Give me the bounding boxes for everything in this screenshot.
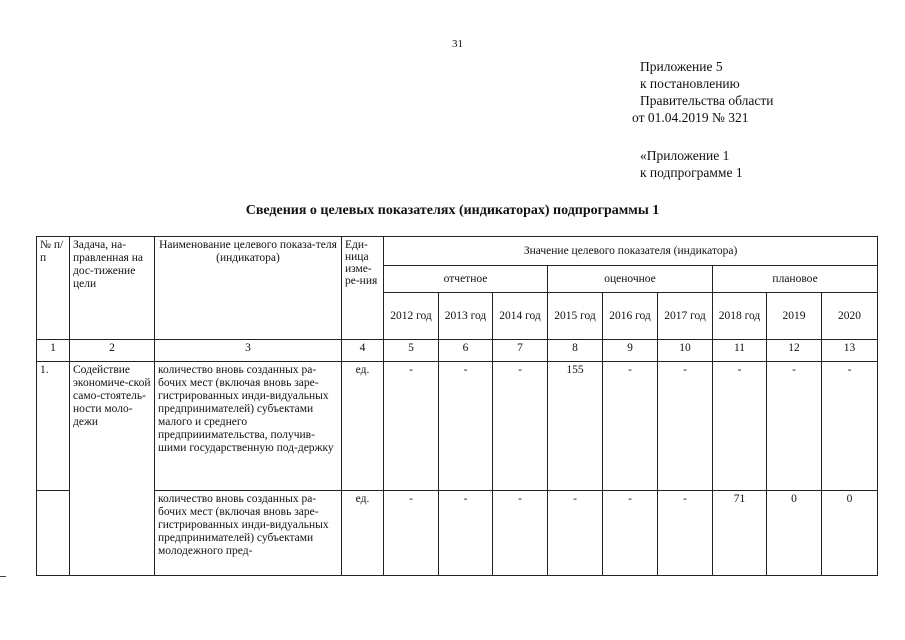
- row-value: -: [439, 491, 493, 576]
- appendix-line: Правительства области: [640, 93, 774, 108]
- header-year: 2018 год: [713, 293, 767, 340]
- header-year: 2012 год: [384, 293, 439, 340]
- row-value: -: [603, 491, 658, 576]
- column-number: 12: [767, 340, 822, 362]
- indicators-table: [36, 236, 878, 576]
- row-value: 71: [713, 491, 767, 576]
- row-value: 0: [767, 491, 822, 576]
- appendix-line: к постановлению: [640, 76, 740, 91]
- row-value: -: [493, 362, 548, 491]
- header-unit: Еди-ница изме-ре-ния: [342, 237, 384, 340]
- document-title: Сведения о целевых показателях (индикаторах) подпрограммы 1: [245, 203, 660, 218]
- header-value-group: Значение целевого показателя (индикатора): [384, 237, 878, 266]
- column-number: 4: [342, 340, 384, 362]
- header-year: 2019: [767, 293, 822, 340]
- header-estimated: оценочное: [548, 266, 713, 293]
- header-planned: плановое: [713, 266, 878, 293]
- row-value: 155: [548, 362, 603, 491]
- header-num: № п/п: [37, 237, 70, 340]
- row-value: -: [548, 491, 603, 576]
- row-value: 0: [822, 491, 878, 576]
- row-unit: ед.: [342, 491, 384, 576]
- row-value: -: [384, 491, 439, 576]
- column-number: 9: [603, 340, 658, 362]
- header-year: 2016 год: [603, 293, 658, 340]
- row-indicator: количество вновь созданных ра-бочих мест (включая вновь заре-гистрированных инди-видуальных предпринимателей) субъектами молодежного пред-: [155, 491, 342, 576]
- header-indicator-name: Наименование целевого показа-теля (индикатора): [155, 237, 342, 340]
- row-task: Содействие экономиче-ской само-стоятель-ности моло-дежи: [70, 362, 155, 576]
- column-number: 6: [439, 340, 493, 362]
- page-number: 31: [452, 38, 463, 50]
- margin-mark: [0, 576, 6, 577]
- appendix-sub-line: «Приложение 1: [640, 148, 730, 163]
- row-value: -: [767, 362, 822, 491]
- row-unit: ед.: [342, 362, 384, 491]
- table-row: [37, 491, 878, 576]
- column-number: 7: [493, 340, 548, 362]
- column-number: 3: [155, 340, 342, 362]
- row-value: -: [822, 362, 878, 491]
- header-year: 2015 год: [548, 293, 603, 340]
- column-number: 11: [713, 340, 767, 362]
- column-number: 13: [822, 340, 878, 362]
- header-year: 2017 год: [658, 293, 713, 340]
- header-year: 2014 год: [493, 293, 548, 340]
- row-num: 1.: [37, 362, 70, 491]
- header-year: 2020: [822, 293, 878, 340]
- row-value: -: [603, 362, 658, 491]
- column-number: 10: [658, 340, 713, 362]
- appendix-sub-line: к подпрограмме 1: [640, 165, 743, 180]
- column-number: 5: [384, 340, 439, 362]
- row-value: -: [713, 362, 767, 491]
- row-value: -: [439, 362, 493, 491]
- column-number: 2: [70, 340, 155, 362]
- row-value: -: [658, 362, 713, 491]
- header-year: 2013 год: [439, 293, 493, 340]
- appendix-line: Приложение 5: [640, 59, 723, 74]
- header-reporting: отчетное: [384, 266, 548, 293]
- table-row: [37, 362, 878, 491]
- column-number: 8: [548, 340, 603, 362]
- row-num: [37, 491, 70, 576]
- appendix-block: [632, 58, 774, 126]
- header-task: Задача, на-правленная на дос-тижение цели: [70, 237, 155, 340]
- row-indicator: количество вновь созданных ра-бочих мест (включая вновь заре-гистрированных инди-видуальных предпринимателей) субъектами малого и среднего предприиимательства, получив-шими государственную под-держку: [155, 362, 342, 491]
- appendix-line: от 01.04.2019 № 321: [632, 110, 749, 125]
- row-value: -: [384, 362, 439, 491]
- row-value: -: [493, 491, 548, 576]
- row-value: -: [658, 491, 713, 576]
- appendix-sub-block: [640, 147, 743, 181]
- column-number: 1: [37, 340, 70, 362]
